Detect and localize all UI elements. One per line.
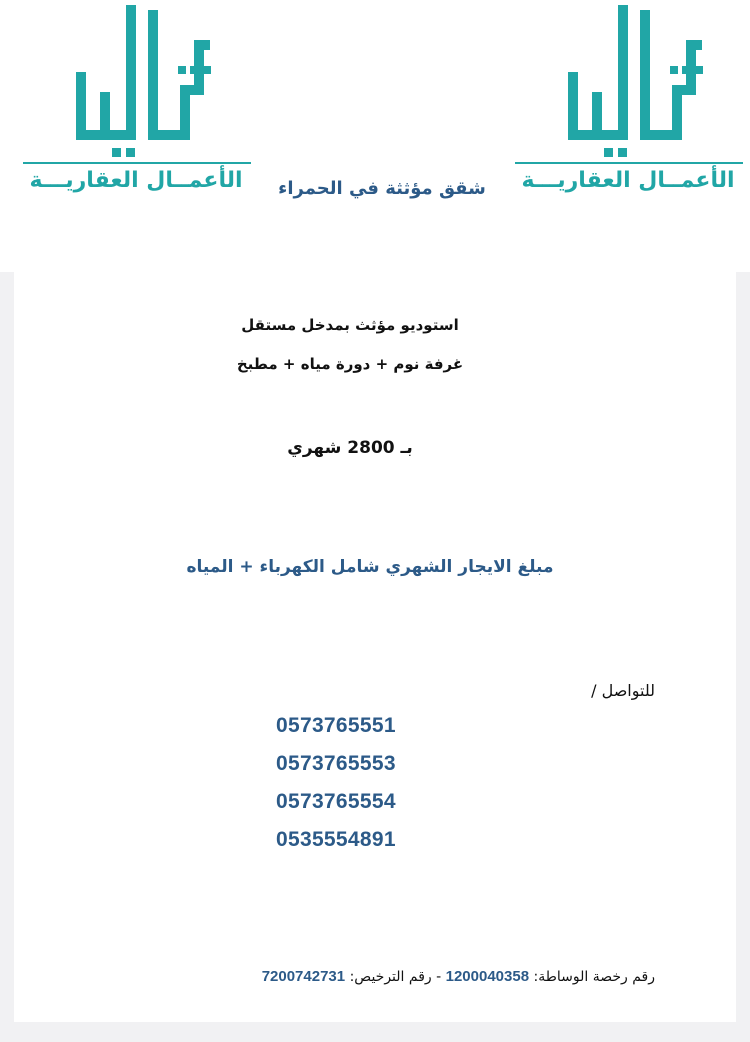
logo-right bbox=[510, 0, 746, 215]
logo-left-caption: الأعمــال العقاريـــة bbox=[29, 168, 243, 193]
footer-separator: - bbox=[431, 969, 442, 985]
brokerage-license-label: رقم رخصة الوساطة: bbox=[533, 969, 655, 985]
rent-note: مبلغ الايجار الشهري شامل الكهرباء + المياه bbox=[186, 557, 554, 577]
phone-number-1[interactable]: 0573765551 bbox=[276, 714, 396, 737]
logo-mark-graphic bbox=[510, 0, 746, 165]
page-title: شقق مؤثثة في الحمراء bbox=[278, 178, 486, 199]
license-footer bbox=[180, 968, 655, 985]
contact-label: للتواصل / bbox=[591, 681, 655, 700]
logo-mark-graphic bbox=[18, 0, 254, 165]
document-page bbox=[14, 272, 736, 1022]
brokerage-license-number: 1200040358 bbox=[445, 968, 530, 985]
license-label: رقم الترخيص: bbox=[349, 969, 432, 985]
logo-left bbox=[18, 0, 254, 215]
phone-number-3[interactable]: 0573765554 bbox=[276, 790, 396, 813]
license-number: 7200742731 bbox=[261, 968, 346, 985]
listing-line-1: استوديو مؤثث بمدخل مستقل bbox=[241, 316, 459, 334]
listing-price: بـ 2800 شهري bbox=[287, 438, 413, 458]
phone-number-4[interactable]: 0535554891 bbox=[276, 828, 396, 851]
phone-number-2[interactable]: 0573765553 bbox=[276, 752, 396, 775]
listing-line-2: غرفة نوم + دورة مياه + مطبخ bbox=[236, 355, 464, 373]
logo-right-caption: الأعمــال العقاريـــة bbox=[521, 168, 735, 193]
